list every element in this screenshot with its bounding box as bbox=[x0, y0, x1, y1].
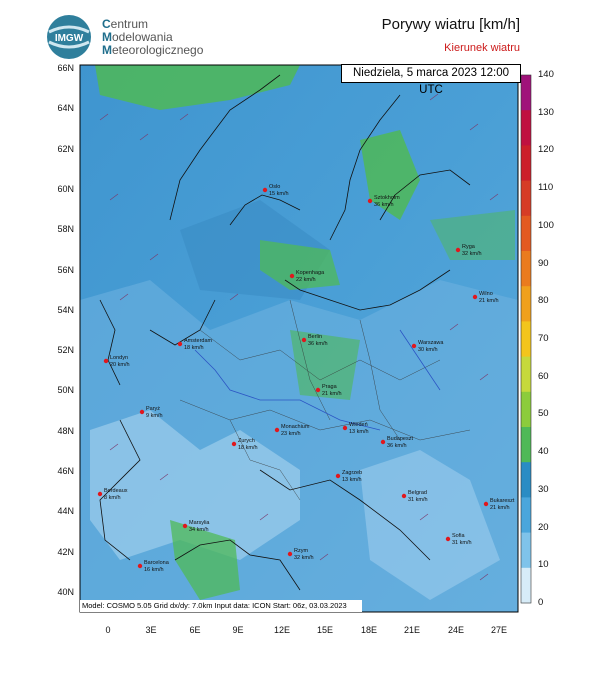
colorbar-label: 90 bbox=[538, 257, 549, 269]
city-name: Belgrad bbox=[408, 490, 427, 496]
city-dot bbox=[302, 338, 306, 342]
colorbar-segment bbox=[521, 145, 531, 181]
city-name: Londyn bbox=[110, 355, 129, 361]
city-gust-value: 13 km/h bbox=[349, 429, 369, 435]
colorbar-label: 20 bbox=[538, 521, 549, 533]
city-gust-value: 34 km/h bbox=[189, 527, 209, 533]
city-dot bbox=[263, 188, 267, 192]
city-gust-value: 18 km/h bbox=[184, 345, 204, 351]
colorbar bbox=[521, 75, 531, 604]
city-name: Bordeaux bbox=[104, 488, 128, 494]
latitude-label: 54N bbox=[57, 304, 74, 315]
city-dot bbox=[368, 199, 372, 203]
latitude-label: 44N bbox=[57, 506, 74, 517]
city-gust-value: 21 km/h bbox=[322, 391, 342, 397]
city-name: Wilno bbox=[479, 291, 493, 297]
city-gust-value: 31 km/h bbox=[408, 497, 428, 503]
city-gust-value: 36 km/h bbox=[374, 202, 394, 208]
city-gust-value: 32 km/h bbox=[294, 555, 314, 561]
colorbar-segment bbox=[521, 216, 531, 252]
colorbar-label: 120 bbox=[538, 144, 554, 156]
latitude-label: 48N bbox=[57, 425, 74, 436]
city-dot bbox=[456, 248, 460, 252]
latitude-label: 46N bbox=[57, 466, 74, 476]
city-gust-value: 9 km/h bbox=[146, 413, 163, 419]
city-gust-value: 22 km/h bbox=[296, 277, 316, 283]
colorbar-label: 140 bbox=[538, 69, 554, 80]
city-name: Monachium bbox=[281, 424, 310, 430]
city-name: Paryż bbox=[146, 406, 161, 412]
latitude-label: 66N bbox=[57, 63, 74, 73]
city-dot bbox=[412, 344, 416, 348]
colorbar-segment bbox=[521, 533, 531, 569]
colorbar-segment bbox=[521, 181, 531, 217]
colorbar-segment bbox=[521, 286, 531, 322]
city-name: Barcelona bbox=[144, 560, 169, 566]
city-dot bbox=[232, 442, 236, 446]
latitude-label: 50N bbox=[57, 385, 74, 396]
svg-text:IMGW: IMGW bbox=[54, 33, 84, 44]
city-name: Warszawa bbox=[418, 340, 444, 346]
city-dot bbox=[178, 342, 182, 346]
city-dot bbox=[473, 295, 477, 299]
city-dot bbox=[402, 494, 406, 498]
longitude-label: 3E bbox=[145, 625, 157, 635]
colorbar-label: 110 bbox=[538, 182, 554, 194]
city-dot bbox=[104, 359, 108, 363]
colorbar-segment bbox=[521, 321, 531, 357]
city-name: Oslo bbox=[269, 184, 281, 190]
city-dot bbox=[183, 524, 187, 528]
latitude-label: 56N bbox=[57, 264, 74, 275]
city-gust-value: 18 km/h bbox=[238, 445, 258, 451]
city-gust-value: 36 km/h bbox=[308, 341, 328, 347]
latitude-label: 60N bbox=[57, 183, 74, 194]
city-gust-value: 13 km/h bbox=[342, 477, 362, 483]
city-dot bbox=[290, 274, 294, 278]
city-name: Ryga bbox=[462, 244, 475, 250]
city-dot bbox=[336, 474, 340, 478]
longitude-label: 21E bbox=[403, 625, 420, 635]
model-info-footer: Model: COSMO 5.05 Grid dx/dy: 7.0km Input data: ICON Start: 06z, 03.03.2023 bbox=[80, 600, 362, 612]
colorbar-label: 50 bbox=[538, 408, 549, 420]
latitude-label: 40N bbox=[57, 586, 74, 597]
city-name: Sztokholm bbox=[374, 195, 400, 201]
city-gust-value: 16 km/h bbox=[144, 567, 164, 573]
city-dot bbox=[316, 388, 320, 392]
logo-line-3: Meteorologicznego bbox=[102, 43, 204, 57]
longitude-label: 12E bbox=[273, 625, 290, 635]
map-title: Porywy wiatru [km/h] bbox=[381, 16, 520, 33]
city-name: Zagrzeb bbox=[342, 470, 363, 476]
longitude-label: 0 bbox=[105, 625, 111, 635]
city-dot bbox=[343, 426, 347, 430]
city-gust-value: 30 km/h bbox=[418, 347, 438, 353]
colorbar-label: 100 bbox=[538, 219, 554, 231]
colorbar-segment bbox=[521, 75, 531, 111]
colorbar-label: 0 bbox=[538, 597, 544, 608]
city-dot bbox=[484, 502, 488, 506]
colorbar-label: 40 bbox=[538, 446, 549, 458]
wind-direction-legend: Kierunek wiatru bbox=[444, 42, 520, 54]
longitude-label: 27E bbox=[490, 625, 507, 635]
latitude-label: 42N bbox=[57, 546, 74, 557]
city-dot bbox=[138, 564, 142, 568]
latitude-label: 52N bbox=[57, 345, 74, 356]
colorbar-label: 130 bbox=[538, 106, 554, 118]
longitude-label: 9E bbox=[232, 625, 244, 635]
longitude-label: 24E bbox=[447, 625, 464, 635]
colorbar-segment bbox=[521, 392, 531, 428]
city-gust-value: 15 km/h bbox=[269, 191, 289, 197]
longitude-label: 15E bbox=[316, 625, 333, 635]
city-gust-value: 32 km/h bbox=[462, 251, 482, 257]
colorbar-segment bbox=[521, 357, 531, 393]
city-dot bbox=[381, 440, 385, 444]
city-name: Berlin bbox=[308, 334, 323, 340]
city-name: Zurych bbox=[238, 438, 255, 444]
city-gust-value: 36 km/h bbox=[387, 443, 407, 449]
colorbar-label: 60 bbox=[538, 370, 549, 382]
colorbar-segment bbox=[521, 427, 531, 463]
latitude-label: 64N bbox=[57, 103, 74, 114]
logo-line-1: Centrum bbox=[102, 17, 149, 31]
city-gust-value: 20 km/h bbox=[110, 362, 130, 368]
colorbar-label: 30 bbox=[538, 483, 549, 495]
city-dot bbox=[446, 537, 450, 541]
city-name: Kopenhaga bbox=[296, 270, 325, 276]
city-gust-value: 21 km/h bbox=[479, 298, 499, 304]
forecast-datetime: Niedziela, 5 marca 2023 12:00 UTC bbox=[341, 64, 521, 83]
colorbar-segment bbox=[521, 462, 531, 498]
colorbar-segment bbox=[521, 110, 531, 146]
logo-line-2: Modelowania bbox=[102, 30, 173, 44]
longitude-label: 6E bbox=[189, 625, 201, 635]
city-dot bbox=[98, 492, 102, 496]
city-dot bbox=[140, 410, 144, 414]
city-name: Marsylia bbox=[189, 520, 210, 526]
colorbar-label: 70 bbox=[538, 333, 549, 344]
city-gust-value: 8 km/h bbox=[104, 495, 121, 501]
city-gust-value: 23 km/h bbox=[281, 431, 301, 437]
city-name: Rzym bbox=[294, 548, 309, 554]
colorbar-label: 10 bbox=[538, 559, 549, 571]
city-name: Bukareszt bbox=[490, 498, 515, 504]
city-gust-value: 21 km/h bbox=[490, 505, 510, 511]
colorbar-segment bbox=[521, 497, 531, 533]
colorbar-segment bbox=[521, 568, 531, 604]
city-dot bbox=[288, 552, 292, 556]
colorbar-segment bbox=[521, 251, 531, 287]
city-name: Amsterdam bbox=[184, 338, 213, 344]
latitude-label: 62N bbox=[57, 143, 74, 154]
city-name: Sofia bbox=[452, 533, 465, 539]
latitude-label: 58N bbox=[57, 224, 74, 235]
colorbar-label: 80 bbox=[538, 295, 549, 307]
city-gust-value: 31 km/h bbox=[452, 540, 472, 546]
city-name: Budapeszt bbox=[387, 436, 413, 442]
longitude-label: 18E bbox=[360, 625, 377, 635]
city-dot bbox=[275, 428, 279, 432]
city-name: Praga bbox=[322, 384, 337, 390]
city-name: Wiedeń bbox=[349, 422, 368, 428]
